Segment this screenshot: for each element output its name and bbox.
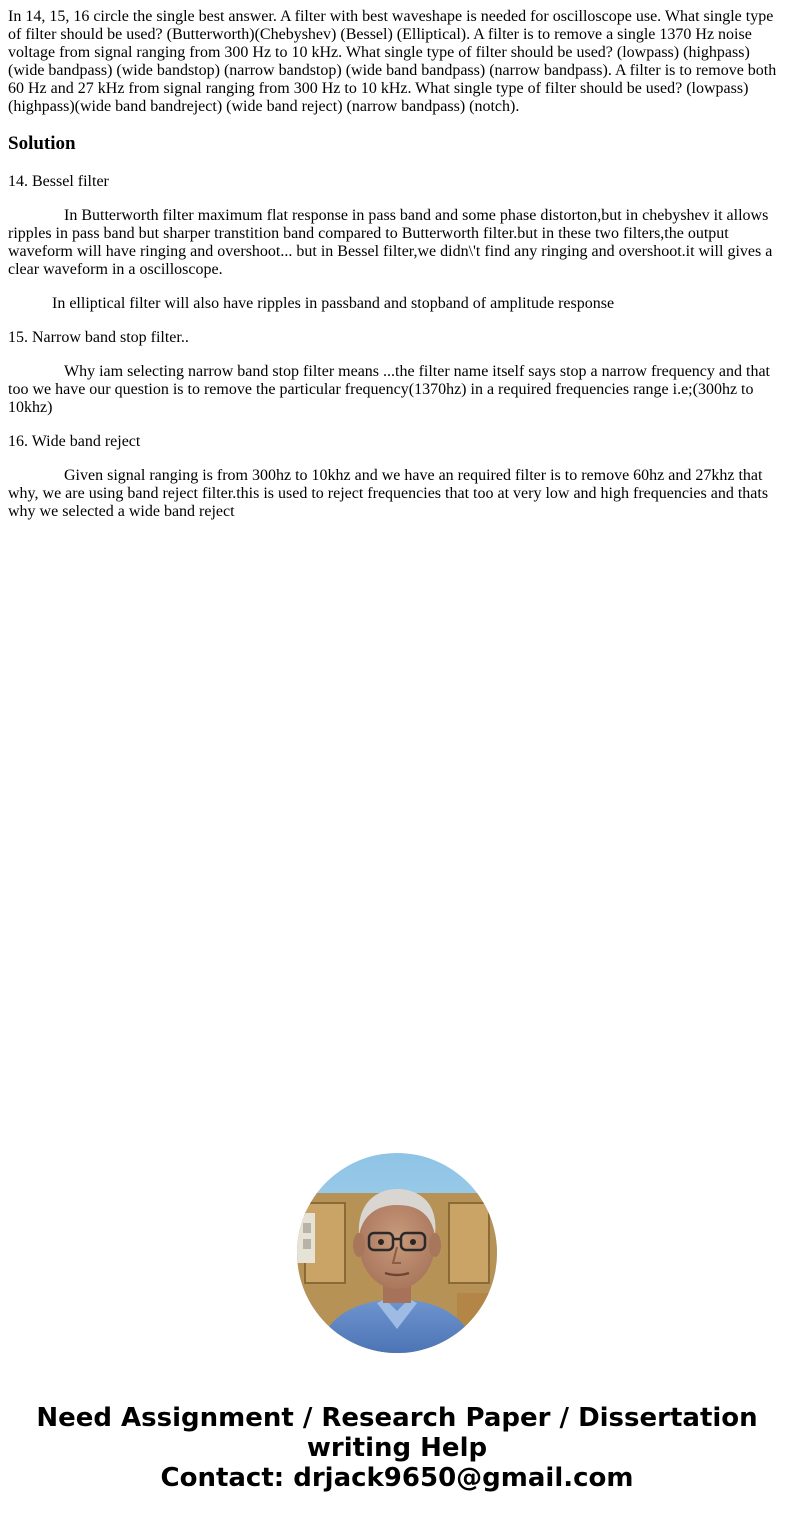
footer-line-2: writing Help [306,1433,488,1463]
answer-14-note: In elliptical filter will also have ripples in passband and stopband of amplitude response [52,295,615,312]
answer-15-explanation: Why iam selecting narrow band stop filter means ...the filter name itself says stop a narrow frequency and that too we have our question is to remove the particular frequency(1370hz) in a required frequencies range i.e;(300hz to 10khz) [8,363,770,416]
answer-16-explanation: Given signal ranging is from 300hz to 10khz and we have an required filter is to remove 60hz and 27khz that why, we are using band reject filter.this is used to reject frequencies that too at very low and high frequencies and thats why we selected a wide band reject [8,467,769,520]
document-body [8,8,786,537]
footer-line-1: Need Assignment / Research Paper / Dissertation [36,1403,758,1433]
author-photo [297,1153,497,1353]
solution-heading: Solution [8,133,76,154]
footer-banner [0,1403,794,1493]
question-text: In 14, 15, 16 circle the single best answer. A filter with best waveshape is needed for oscilloscope use. What single type of filter should be used? (Butterworth)(Chebyshev) (Bessel) (Elliptical). A filter is to remove a single 1370 Hz noise voltage from signal ranging from 300 Hz to 10 kHz. What single type of filter should be used? (lowpass) (highpass) (wide bandpass) (wide bandstop) (narrow bandstop) (wide band bandpass) (narrow bandpass). A filter is to remove both 60 Hz and 27 kHz from signal ranging from 300 Hz to 10 kHz. What single type of filter should be used? (lowpass) (highpass)(wide band bandreject) (wide band reject) (narrow bandpass) (notch). [8,8,777,115]
answer-16-title: 16. Wide band reject [8,433,141,450]
answer-15-title: 15. Narrow band stop filter.. [8,329,189,346]
answer-14-title: 14. Bessel filter [8,173,109,190]
footer-contact: Contact: drjack9650@gmail.com [160,1463,634,1493]
answer-14-explanation: In Butterworth filter maximum flat response in pass band and some phase distorton,but in chebyshev it allows ripples in pass band but sharper transtition band compared to Butterworth filter.but in these two filters,the output waveform will have ringing and overshoot... but in Bessel filter,we didn\'t find any ringing and overshoot.it will gives a clear waveform in a oscilloscope. [8,207,773,278]
